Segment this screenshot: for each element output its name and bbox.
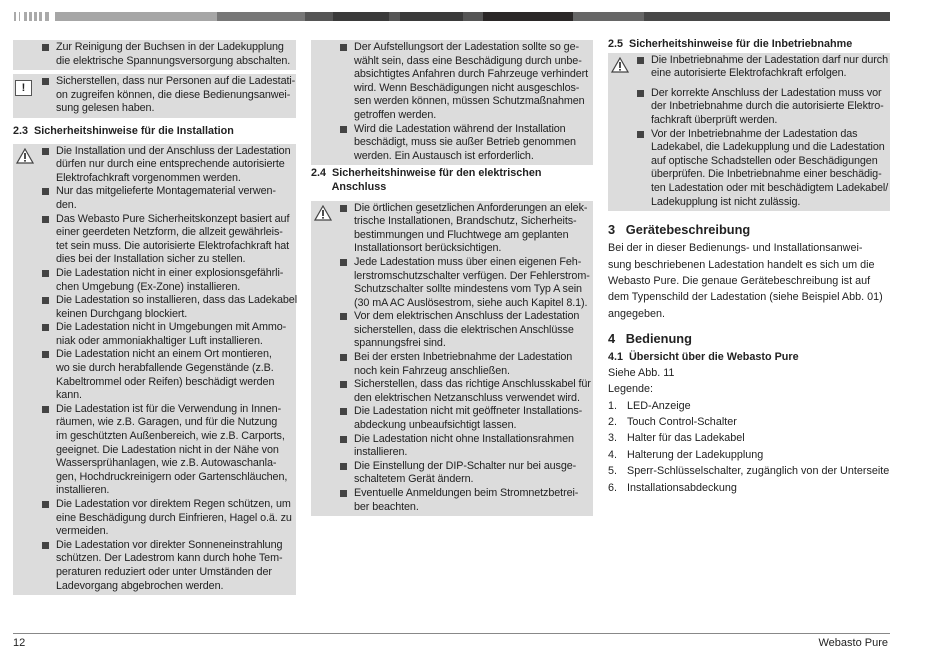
paragraph-device-description: Bei der in dieser Bedienungs- und Installationsanwei- sung beschriebenen Ladestation handelt es sich um die Webasto Pure. Die genaue Gerätebeschreibung ist auf dem Typenschild der Ladestation (siehe Beispiel Abb. 01) angegeben. <box>608 242 883 320</box>
page-number: 12 <box>13 637 26 649</box>
chapter-heading-4: 4 Bedienung <box>608 331 692 347</box>
list-item: Die Ladestation nicht an einem Ort montieren, wo sie durch herabfallende Gegenstände (z.B. Kabeltrommel oder Reifen) beschädigt werden kann. <box>41 348 296 402</box>
legend-text: Halterung der Ladekupplung <box>627 448 764 461</box>
list-item: Bei der ersten Inbetriebnahme der Ladestation noch kein Fahrzeug anschließen. <box>339 351 593 378</box>
list-item: Die Inbetriebnahme der Ladestation darf nur durch eine autorisierte Elektrofachkraft erfolgen. <box>636 54 890 81</box>
list-item: Der korrekte Anschluss der Ladestation muss vor der Inbetriebnahme durch die autorisierte Elektro- fachkraft überprüft werden. <box>636 87 890 128</box>
legend-item <box>608 463 890 479</box>
legend-label: Legende: <box>608 383 654 396</box>
chapter-heading-3: 3 Gerätebeschreibung <box>608 222 751 238</box>
list-item: Nur das mitgelieferte Montagematerial verwen- den. <box>41 185 296 212</box>
legend-text: Sperr-Schlüsselschalter, zugänglich von der Unterseite <box>627 465 890 478</box>
list-item: Jede Ladestation muss über einen eigenen Feh- lerstromschutzschalter verfügen. Der Fehlerstrom- Schutzschalter sollte mindestens vom Typ A sein (30 mA AC Auslösestrom, siehe auch Kapitel 8.1). <box>339 256 593 310</box>
list-item: Der Aufstellungsort der Ladestation sollte so ge- wählt sein, dass eine Beschädigung durch unbe- absichtigtes Anfahren durch Fahrzeuge verhindert wird. Wenn Beschädigungen nicht ausgeschlos- sen werden können, müssen Schutzmaßnahmen getroffen werden. <box>339 41 593 123</box>
legend-text: Installationsabdeckung <box>627 481 737 494</box>
legend-number: 6. <box>608 481 618 494</box>
section-heading-2-4: 2.4 Sicherheitshinweise für den elektrischen Anschluss <box>311 167 542 193</box>
warning-triangle-icon <box>314 205 332 221</box>
notice-box <box>13 74 296 118</box>
section-heading-2-5: 2.5 Sicherheitshinweise für die Inbetriebnahme <box>608 38 853 50</box>
legend-number: 4. <box>608 448 618 461</box>
list-item: Das Webasto Pure Sicherheitskonzept basiert auf einer geerdeten Netzform, die allzeit gewährleis- tet sein muss. Die autorisierte Elektrofachkraft hat dies bei der Installation sicher zu stellen. <box>41 213 296 267</box>
list-item: Sicherstellen, dass nur Personen auf die Ladestati- on zugreifen können, die diese Bedienungsanwei- sung gelesen haben. <box>41 75 296 116</box>
list-item: Die Ladestation nicht in einer explosionsgefährli- chen Umgebung (Ex-Zone) installieren. <box>41 267 296 294</box>
legend-item <box>608 430 890 446</box>
list-item: Die Ladestation nicht in Umgebungen mit Ammo- niak oder ammoniakhaltiger Luft installieren. <box>41 321 296 348</box>
legend-text: LED-Anzeige <box>627 399 691 412</box>
list-item: Eventuelle Anmeldungen beim Stromnetzbetrei- ber beachten. <box>339 487 593 514</box>
column-1 <box>13 40 296 595</box>
list-item: Die örtlichen gesetzlichen Anforderungen an elek- trische Installationen, Brandschutz, Sicherheits- bestimmungen und Fluchtwege am geplanten Installationsort berücksichtigen. <box>339 202 593 256</box>
list-item: Die Ladestation nicht mit geöffneter Installations- abdeckung unbeaufsichtigt lassen. <box>339 405 593 432</box>
legend-number: 2. <box>608 415 618 428</box>
list-item: Die Ladestation vor direkter Sonneneinstrahlung schützen. Der Ladestrom kann durch hohe Tem- peraturen reduziert oder unter Umständen der Ladevorgang abgebrochen werden. <box>41 539 296 593</box>
exclamation-icon: ! <box>15 80 32 96</box>
legend-item <box>608 414 890 430</box>
list-item: Die Ladestation ist für die Verwendung in Innen- räumen, wie z.B. Garagen, und für die Nutzung im geschützten Außenbereich, wie z.B. Carports, geeignet. Die Ladestation nicht in der Nähe von Wassersprühanlagen, wie z.B. Autowaschanla- gen, Hochdruckreinigern oder Gartenschläuchen, installieren. <box>41 403 296 498</box>
legend-number: 3. <box>608 432 618 445</box>
legend-text: Touch Control-Schalter <box>627 415 737 428</box>
list-item: Die Ladestation so installieren, dass das Ladekabel keinen Durchgang blockiert. <box>41 294 296 321</box>
legend-item <box>608 480 890 496</box>
warning-box <box>608 53 890 212</box>
legend-text: Halter für das Ladekabel <box>627 432 745 445</box>
list-item: Vor der Inbetriebnahme der Ladestation das Ladekabel, die Ladekupplung und die Ladestation auf optische Schadstellen oder Beschädigungen überprüfen. Die Inbetriebnahme einer beschädig- ten Ladestation oder mit beschädigtem Ladekabel/ Ladekupplung ist nicht zulässig. <box>636 128 890 210</box>
list-item: Vor dem elektrischen Anschluss der Ladestation sicherstellen, dass die elektrischen Anschlüsse spannungsfrei sind. <box>339 310 593 351</box>
see-figure-text: Siehe Abb. 11 <box>608 366 675 379</box>
list-item: Die Ladestation vor direktem Regen schützen, um eine Beschädigung durch Einfrieren, Hagel o.ä. zu vermeiden. <box>41 498 296 539</box>
column-2 <box>311 40 593 516</box>
legend-number: 5. <box>608 465 618 478</box>
warning-triangle-icon <box>16 148 34 164</box>
warning-box-continued <box>311 40 593 165</box>
list-item: Wird die Ladestation während der Installation beschädigt, muss sie außer Betrieb genommen werden. Ein Austausch ist erforderlich. <box>339 123 593 164</box>
warning-triangle-icon <box>611 57 629 73</box>
legend-item <box>608 398 890 414</box>
legend-item <box>608 447 890 463</box>
footer-divider <box>13 633 890 634</box>
list-item: Die Installation und der Anschluss der Ladestation dürfen nur durch eine entsprechende autorisierte Elektrofachkraft vorgenommen werden. <box>41 145 296 186</box>
footer-product-name: Webasto Pure <box>818 637 888 649</box>
warning-box <box>311 201 593 517</box>
column-3 <box>608 38 890 496</box>
list-item: Sicherstellen, dass das richtige Anschlusskabel für den elektrischen Netzanschluss verwendet wird. <box>339 378 593 405</box>
list-item: Die Einstellung der DIP-Schalter nur bei ausge- schaltetem Gerät ändern. <box>339 460 593 487</box>
note-box <box>13 40 296 70</box>
section-heading-2-3: 2.3 Sicherheitshinweise für die Installation <box>13 124 234 137</box>
warning-box <box>13 144 296 596</box>
legend-list <box>608 398 890 496</box>
list-item: Zur Reinigung der Buchsen in der Ladekupplung die elektrische Spannungsversorgung abschalten. <box>41 41 296 68</box>
list-item: Die Ladestation nicht ohne Installationsrahmen installieren. <box>339 433 593 460</box>
section-heading-4-1: 4.1 Übersicht über die Webasto Pure <box>608 351 799 364</box>
legend-number: 1. <box>608 399 618 412</box>
